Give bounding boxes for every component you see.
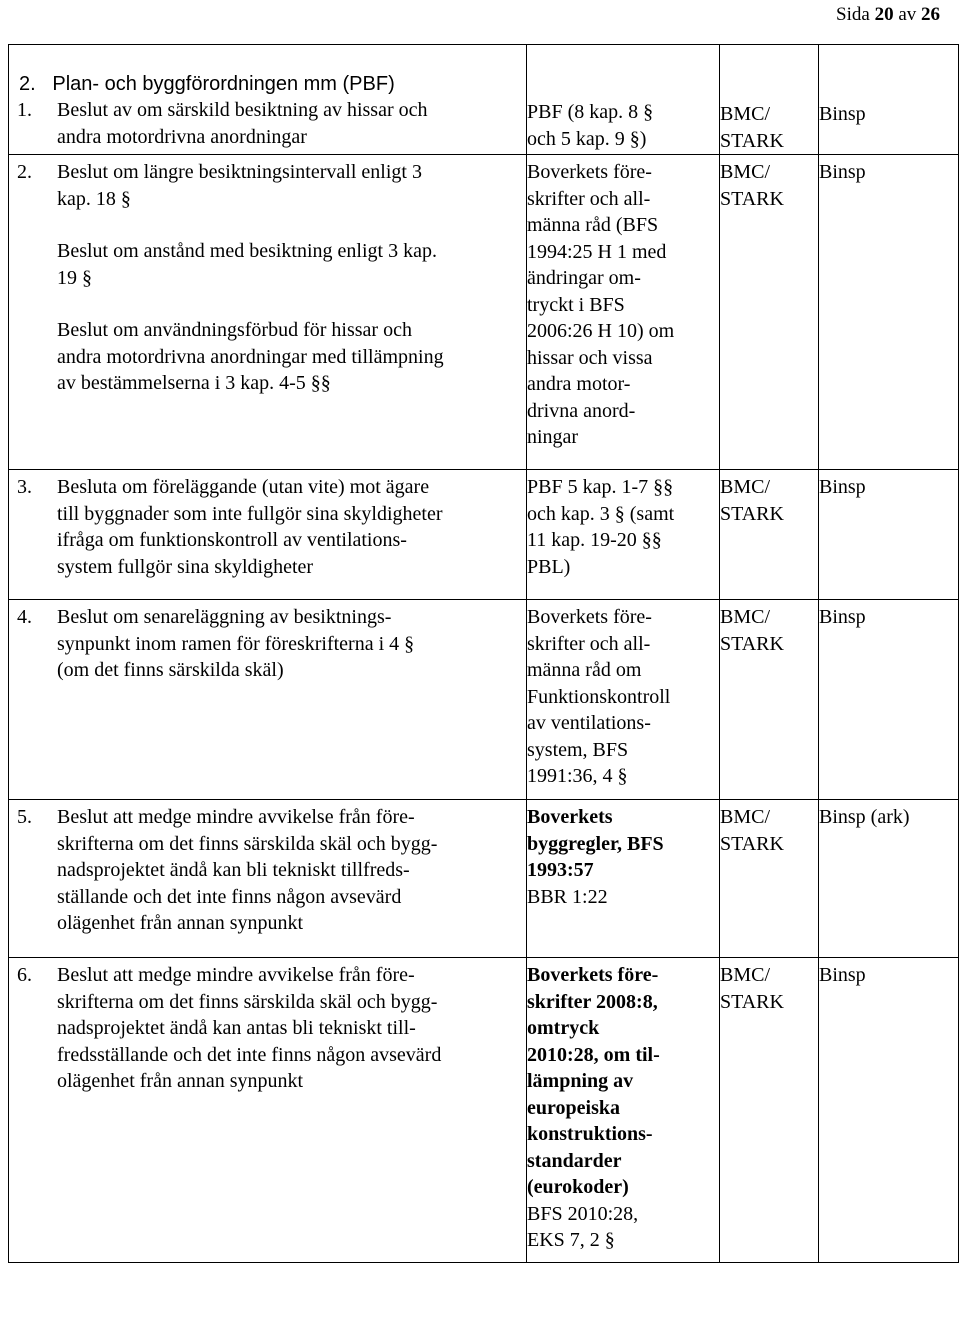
responsible-cell: [720, 155, 819, 470]
spacer: [57, 212, 522, 238]
text-line: Beslut om anstånd med besiktning enligt 3 kap.: [57, 240, 437, 262]
text-line: lämpning av: [527, 1070, 634, 1092]
spacer: [57, 291, 522, 317]
text-line: fredsställande och det inte finns någon avsevärd: [57, 1043, 442, 1066]
reference-cell: [527, 958, 720, 1263]
list-item: [9, 600, 526, 684]
text-line: Binsp: [819, 476, 866, 498]
text-line: Besluta om föreläggande (utan vite) mot ägare: [57, 476, 430, 498]
text-line: och kap. 3 § (samt: [527, 502, 675, 525]
text-line: 1994:25 H 1 med: [527, 240, 667, 263]
description-cell: [9, 958, 527, 1263]
text-line: BMC/: [720, 103, 771, 125]
text-line: BFS 2010:28,: [527, 1202, 639, 1225]
text-line: Binsp: [819, 103, 866, 125]
text-line: ningar: [527, 426, 579, 448]
text-line: PBL): [527, 555, 571, 578]
page-number: Sida 20 av 26: [836, 4, 940, 25]
text-line: 2010:28, om til-: [527, 1043, 660, 1066]
text-line: Beslut av om särskild besiktning av hissar och: [57, 99, 428, 121]
list-item: [9, 97, 526, 150]
text-line: ändringar om-: [527, 267, 641, 289]
text-line: (om det finns särskilda skäl): [57, 659, 284, 681]
level-cell: [819, 470, 959, 600]
text-line: STARK: [720, 990, 784, 1013]
text-line: PBF (8 kap. 8 §: [527, 101, 654, 123]
text-line: och 5 kap. 9 §): [527, 127, 647, 150]
responsible-cell: [720, 800, 819, 958]
text-line: EKS 7, 2 §: [527, 1229, 615, 1251]
item-text: [57, 474, 522, 580]
text-line: Beslut att medge mindre avvikelse från före-: [57, 806, 415, 828]
responsible-cell: [720, 600, 819, 800]
text-line: STARK: [720, 187, 784, 210]
text-line: tryckt i BFS: [527, 293, 625, 316]
text-line: nadsprojektet ändå kan bli tekniskt tillfreds-: [57, 859, 410, 881]
item-text: [57, 962, 522, 1095]
text-line: Beslut att medge mindre avvikelse från före-: [57, 964, 415, 986]
text-line: skrifter och all-: [527, 632, 651, 655]
reference-cell: [527, 800, 720, 958]
table-row: [9, 958, 959, 1263]
list-item: [9, 470, 526, 580]
text-line: ifråga om funktionskontroll av ventilations-: [57, 529, 407, 551]
text-line: Funktionskontroll: [527, 685, 671, 708]
table-row: [9, 470, 959, 600]
item-text: [57, 159, 522, 397]
delegation-table: [8, 44, 959, 1263]
table-row: [9, 45, 959, 155]
table-row: [9, 800, 959, 958]
text-line: männa råd om: [527, 659, 642, 681]
text-line: synpunkt inom ramen för föreskrifterna i 4 §: [57, 632, 415, 655]
text-line: BBR 1:22: [527, 885, 608, 908]
text-line: nadsprojektet ändå kan antas bli tekniskt till-: [57, 1017, 416, 1039]
text-line: 11 kap. 19-20 §§: [527, 529, 662, 551]
description-cell: [9, 155, 527, 470]
text-line: STARK: [720, 129, 784, 152]
text-line: STARK: [720, 832, 784, 855]
text-line: Beslut om senareläggning av besiktnings-: [57, 606, 392, 628]
text-line: Binsp: [819, 161, 866, 183]
text-line: Beslut om längre besiktningsintervall enligt 3: [57, 161, 422, 183]
text-line: Boverkets före-: [527, 606, 652, 628]
item-number: 6.: [17, 964, 32, 986]
responsible-cell: [720, 45, 819, 155]
text-line: 1991:36, 4 §: [527, 765, 628, 787]
text-line: 19 §: [57, 266, 92, 289]
text-line: drivna anord-: [527, 399, 636, 422]
text-line: av bestämmelserna i 3 kap. 4-5 §§: [57, 372, 331, 394]
text-line: 2006:26 H 10) om: [527, 320, 675, 342]
text-line: männa råd (BFS: [527, 214, 659, 236]
text-line: konstruktions-: [527, 1123, 653, 1145]
section-title: Plan- och byggförordningen mm (PBF): [52, 73, 395, 95]
text-line: skrifterna om det finns särskilda skäl och bygg-: [57, 832, 438, 855]
text-line: omtryck: [527, 1017, 600, 1039]
item-number: 1.: [17, 99, 32, 121]
text-line: Boverkets före-: [527, 161, 652, 183]
item-number: 5.: [17, 806, 32, 828]
list-item: [9, 958, 526, 1095]
text-line: BMC/: [720, 964, 771, 986]
text-line: skrifterna om det finns särskilda skäl och bygg-: [57, 990, 438, 1013]
item-text: [57, 97, 522, 150]
text-line: BMC/: [720, 476, 771, 498]
text-line: PBF 5 kap. 1-7 §§: [527, 476, 674, 498]
section-number: 2.: [19, 73, 36, 95]
text-line: olägenhet från annan synpunkt: [57, 912, 304, 934]
level-cell: [819, 958, 959, 1263]
description-cell: [9, 600, 527, 800]
text-line: STARK: [720, 502, 784, 525]
item-text: [57, 604, 522, 684]
text-line: standarder: [527, 1149, 622, 1172]
text-line: av ventilations-: [527, 712, 651, 734]
text-line: skrifter 2008:8,: [527, 990, 658, 1013]
list-item: [9, 155, 526, 397]
text-line: BMC/: [720, 161, 771, 183]
responsible-cell: [720, 958, 819, 1263]
reference-cell: [527, 45, 720, 155]
section-heading: [9, 45, 526, 97]
text-line: hissar och vissa: [527, 346, 653, 369]
level-cell: [819, 600, 959, 800]
text-line: 1993:57: [527, 859, 594, 881]
level-cell: [819, 45, 959, 155]
item-number: 2.: [17, 161, 32, 183]
text-line: olägenhet från annan synpunkt: [57, 1070, 304, 1092]
description-cell: [9, 800, 527, 958]
text-line: BMC/: [720, 806, 771, 828]
text-line: byggregler, BFS: [527, 832, 664, 855]
text-line: Binsp: [819, 964, 866, 986]
text-line: kap. 18 §: [57, 187, 131, 210]
text-line: system, BFS: [527, 738, 629, 761]
text-line: Boverkets: [527, 806, 613, 828]
item-number: 3.: [17, 476, 32, 498]
text-line: Binsp: [819, 606, 866, 628]
text-line: Binsp (ark): [819, 806, 910, 828]
list-item: [9, 800, 526, 937]
item-text: [57, 804, 522, 937]
text-line: STARK: [720, 632, 784, 655]
text-line: ställande och det inte finns någon avsevärd: [57, 885, 402, 908]
table-row: [9, 600, 959, 800]
text-line: system fullgör sina skyldigheter: [57, 555, 314, 578]
level-cell: [819, 155, 959, 470]
description-cell: [9, 45, 527, 155]
reference-cell: [527, 470, 720, 600]
text-line: (eurokoder): [527, 1176, 629, 1198]
level-cell: [819, 800, 959, 958]
text-line: Boverkets före-: [527, 964, 659, 986]
text-line: andra motor-: [527, 373, 631, 395]
reference-cell: [527, 600, 720, 800]
text-line: BMC/: [720, 606, 771, 628]
reference-cell: [527, 155, 720, 470]
description-cell: [9, 470, 527, 600]
text-line: skrifter och all-: [527, 187, 651, 210]
text-line: till byggnader som inte fullgör sina skyldigheter: [57, 502, 443, 525]
responsible-cell: [720, 470, 819, 600]
text-line: europeiska: [527, 1096, 620, 1119]
table-row: [9, 155, 959, 470]
text-line: andra motordrivna anordningar: [57, 125, 307, 148]
text-line: Beslut om användningsförbud för hissar och: [57, 319, 412, 341]
item-number: 4.: [17, 606, 32, 628]
text-line: andra motordrivna anordningar med tillämpning: [57, 345, 444, 368]
